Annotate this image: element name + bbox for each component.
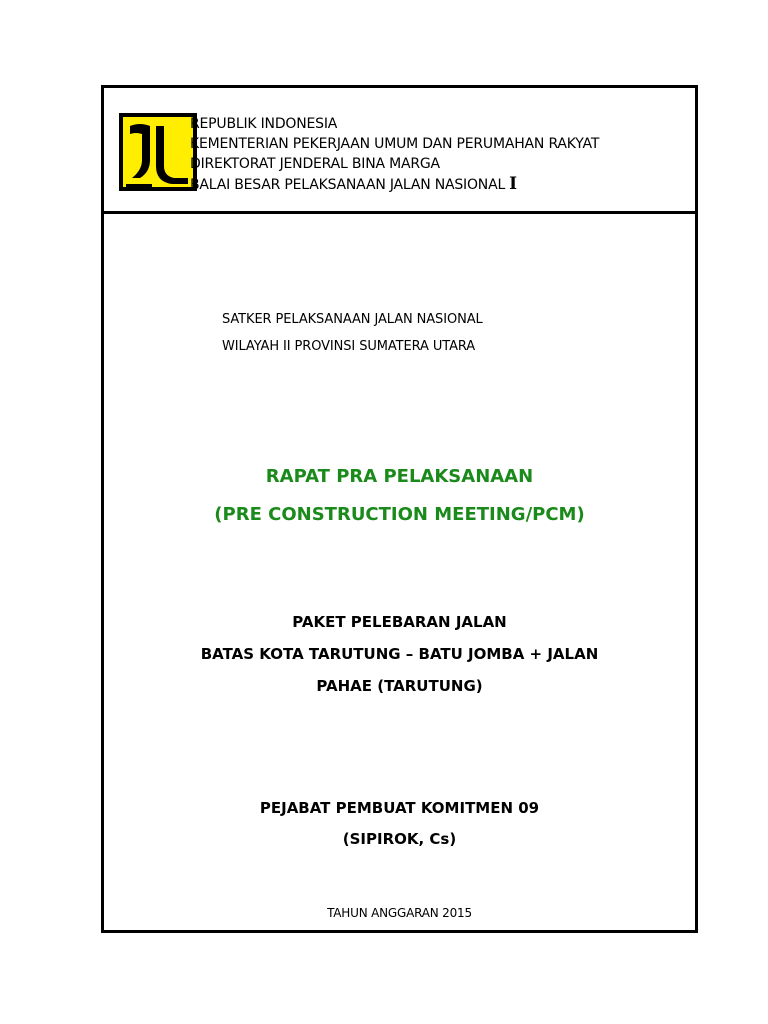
paket-line-1: PAKET PELEBARAN JALAN (292, 613, 507, 631)
ppk-line-1: PEJABAT PEMBUAT KOMITMEN 09 (259, 799, 540, 817)
organization-lines (190, 114, 599, 195)
org-line-kementerian: KEMENTERIAN PEKERJAAN UMUM DAN PERUMAHAN RAKYAT (190, 136, 600, 152)
org-line-republik: REPUBLIK INDONESIA (190, 116, 338, 132)
title-line-1: RAPAT PRA PELAKSANAAN (265, 466, 534, 487)
org-line-balai-text: BALAI BESAR PELAKSANAAN JALAN NASIONAL (190, 177, 506, 193)
paket-line-3: PAHAE (TARUTUNG) (316, 677, 483, 695)
paket-block (104, 606, 695, 702)
balai-number: I (509, 174, 517, 194)
ppk-line-2: (SIPIROK, Cs) (342, 830, 457, 848)
satker-line-1: SATKER PELAKSANAAN JALAN NASIONAL (222, 312, 483, 327)
ppk-block (104, 793, 695, 855)
satker-block (222, 306, 483, 360)
header-block (104, 88, 695, 214)
title-line-2: (PRE CONSTRUCTION MEETING/PCM) (214, 504, 585, 525)
org-line-balai (190, 174, 599, 195)
paket-line-2: BATAS KOTA TARUTUNG – BATU JOMBA + JALAN (200, 645, 599, 663)
pu-logo-icon (118, 112, 198, 192)
document-frame (101, 85, 698, 933)
satker-line-2: WILAYAH II PROVINSI SUMATERA UTARA (222, 339, 476, 354)
document-title (104, 458, 695, 534)
tahun-anggaran: TAHUN ANGGARAN 2015 (327, 906, 472, 920)
org-line-direktorat: DIREKTORAT JENDERAL BINA MARGA (190, 156, 440, 172)
